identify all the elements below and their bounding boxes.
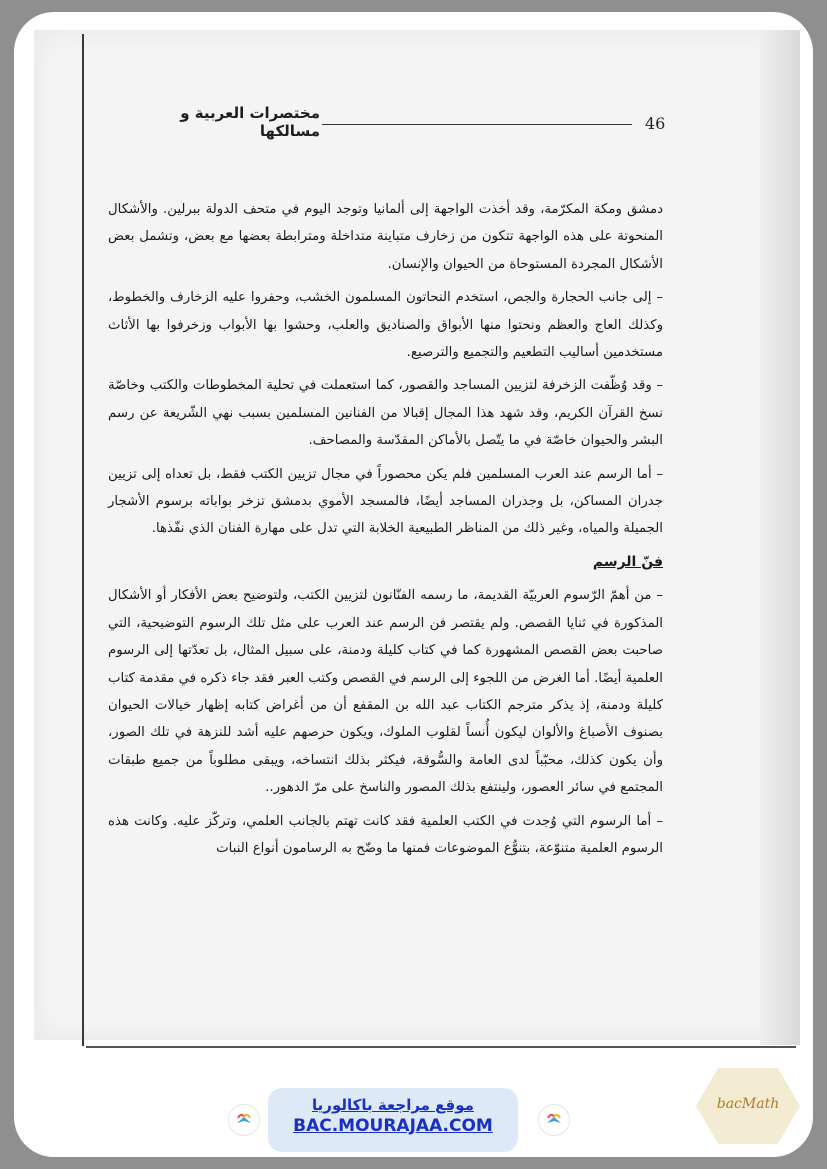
page-number: 46 — [645, 114, 666, 133]
bacmath-badge — [694, 1066, 802, 1146]
banner-title[interactable]: موقع مراجعة باكالوريا — [312, 1096, 474, 1114]
page-header — [110, 100, 670, 140]
site-logo-icon — [228, 1104, 260, 1136]
banner-url[interactable]: BAC.MOURAJAA.COM — [293, 1116, 493, 1136]
site-logo-icon-right — [538, 1104, 570, 1136]
paragraph-3: – وقد وُظّفت الزخرفة لتزيين المساجد والقصور، كما استعملت في تحلية المخطوطات والكتب وخاصّة نسخ القرآن الكريم، وقد شهد هذا المجال إقبالا من الفنانين المسلمين بسبب نهي الشّريعة عن رسم البشر والحيوان خاصّة في ما يتّصل بالأماكن المقدّسة والمصاحف. — [108, 378, 663, 449]
page-gutter-shadow — [760, 30, 800, 1045]
paragraph-4: – أما الرسم عند العرب المسلمين فلم يكن محصوراً في مجال تزيين الكتب فقط، بل تعداه إلى تزيين جدران المساكن، بل وجدران المساجد أيضًا، فالمسجد الأموي بدمشق تزخر بواباته برسوم الأشجار الجميلة والمياه، وغير ذلك من المناظر الطبيعية الخلابة التي تدل على مهارة الفنان الذي نفّذها. — [108, 466, 663, 537]
site-banner[interactable] — [268, 1088, 518, 1152]
paragraph-6: – أما الرسوم التي وُجدت في الكتب العلمية فقد كانت تهتم بالجانب العلمي، وتركّز عليه. وكانت هذه الرسوم العلمية متنوّعة، بتنوُّع الموضوعات فمنها ما وضّح به الرسامون أنواع النبات — [108, 813, 663, 856]
header-rule — [322, 124, 632, 125]
running-title: مختصرات العربية و مسالكها — [180, 104, 320, 140]
bacmath-text: bacMath — [716, 1096, 780, 1112]
paragraph-2: – إلى جانب الحجارة والجص، استخدم النحاتون المسلمون الخشب، وحفروا عليه الزخارف والخطوط، وكذلك العاج والعظم ونحتوا منها الأبواق والصناديق والعلب، وحشوا بها الأبواب وزخرفوا بها الأثاث مستخدمين أساليب التطعيم والتجميع والترصيع. — [108, 290, 663, 361]
body-text — [108, 196, 663, 986]
paragraph-1: دمشق ومكة المكرّمة، وقد أخذت الواجهة إلى ألمانيا وتوجد اليوم في متحف الدولة ببرلين. والأشكال المنحوتة على هذه الواجهة تتكون من زخارف متباينة متداخلة ومترابطة بعضها مع بعض، وتشمل بعض الأشكال المجردة المستوحاة من الحيوان والإنسان. — [108, 202, 663, 272]
page-binding-edge — [82, 34, 84, 1046]
page-bottom-rule — [86, 1046, 796, 1048]
section-heading: فنّ الرسم — [592, 553, 663, 570]
paragraph-5: – من أهمّ الرّسوم العربيّة القديمة، ما رسمه الفنّانون لتزيين الكتب، ولتوضيح بعض الأفكار أو الأشكال المذكورة في ثنايا القصص. ولم يقتصر فن الرسم عند العرب على مثل تلك الرسوم التوضيحية، التي صاحبت بعض القصص المشهورة كما في كتاب كليلة ودمنة، على سبيل المثال، بل تعدّتها إلى الرسوم العلمية أيضًا. أما الغرض من اللجوء إلى الرسم في القصص وكتب العبر فقد جاء ذكره في مقدمة كتاب كليلة ودمنة، إذ يذكر مترجم الكتاب عبد الله بن المقفع أن من أغراض كتابه إظهار خيالات الحيوان بصنوف الأصباغ والألوان ليكون أُنساً لقلوب الملوك، ويكون حرصهم عليه أشد للنزهة في تلك الصور، وأن يكون كذلك، محبّباً لدى العامة والسُّوقة، فيكثر بذلك انتساخه، ويبقى مطلوباً من جميع طبقات المجتمع في سائر العصور، ولينتفع بذلك المصور والناسخ على مرّ الدهور.. — [108, 588, 663, 796]
